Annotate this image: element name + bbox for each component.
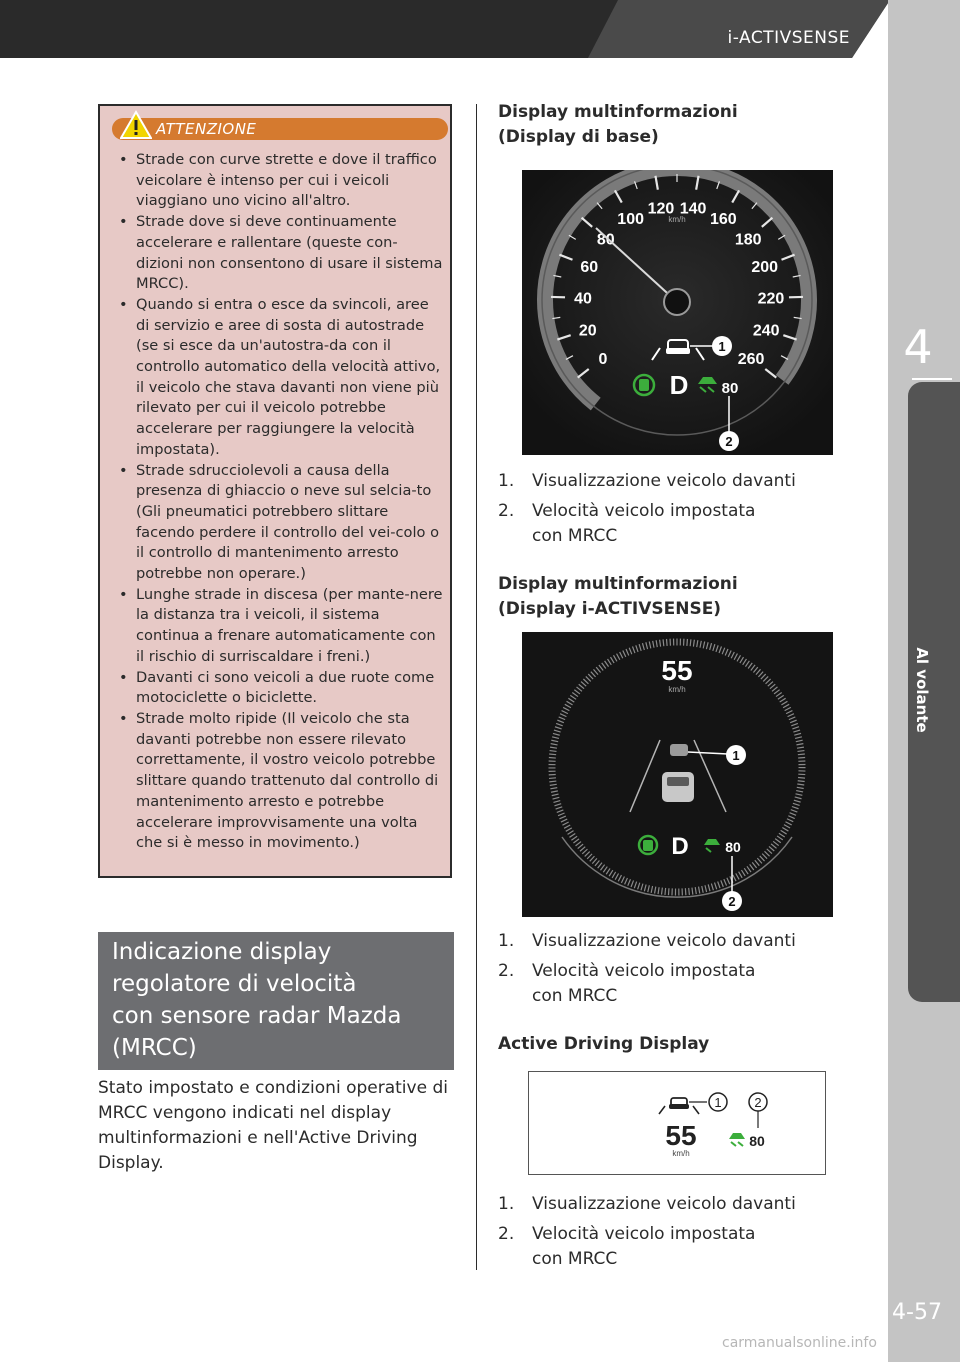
fig3-heading: Active Driving Display [498, 1034, 710, 1054]
callout-1-label: 1 [718, 339, 726, 354]
warning-triangle-icon [120, 110, 152, 140]
watermark: carmanualsonline.info [722, 1335, 877, 1351]
gauge-label: 60 [580, 259, 599, 277]
gauge-label: 200 [751, 259, 779, 277]
gauge-label: 100 [617, 211, 645, 229]
gauge-label: 120 [647, 200, 675, 218]
set-speed-value: 80 [725, 839, 741, 855]
chapter-label: Al volante [913, 647, 931, 733]
activsense-gauge [522, 632, 833, 917]
legend-text: Velocità veicolo impostata [532, 1224, 756, 1244]
vehicle-ahead-icon [670, 744, 688, 756]
gauge-label: 140 [679, 200, 707, 218]
fig2-legend [498, 929, 878, 1009]
warning-list [114, 150, 444, 854]
section-title-line: con sensore radar Mazda [112, 1003, 402, 1029]
gauge-hub [664, 289, 690, 315]
fig3-legend [498, 1192, 878, 1272]
warning-title: ATTENZIONE [156, 120, 257, 138]
list-item: • Quando si entra o esce da svincoli, aree di servizio e aree di sosta di autostrade (se si esce da un'autostra-da con il controllo automatico della velocità attivo, il veicolo che stava davanti non viene più rilevato per cui il veicolo potrebbe accelerare per raggiungere la velocità impostata). [114, 295, 444, 461]
legend-text: Visualizzazione veicolo davanti [532, 931, 796, 951]
fig2-heading-line: (Display i-ACTIVSENSE) [498, 599, 722, 619]
legend-number: 1. [498, 931, 515, 951]
legend-text: con MRCC [532, 526, 618, 546]
current-speed: 55 [665, 1120, 697, 1151]
legend-item [498, 1192, 878, 1217]
section-title-line: (MRCC) [112, 1035, 197, 1061]
list-item: • Strade con curve strette e dove il traffico veicolare è intenso per cui i veicoli viaggiano uno vicino all'altro. [114, 150, 444, 212]
unit-label: km/h [668, 215, 686, 224]
section-title-line: regolatore di velocità [112, 971, 357, 997]
fig2-heading-line: Display multinformazioni [498, 574, 738, 594]
callout-2-label: 2 [754, 1095, 762, 1110]
active-driving-display [529, 1072, 825, 1174]
callout-1-label: 1 [714, 1095, 722, 1110]
side-tab-strip [888, 0, 960, 1362]
callout-2-label: 2 [728, 894, 736, 909]
warning-box [98, 104, 452, 878]
callout-2-label: 2 [725, 434, 733, 449]
legend-text: Visualizzazione veicolo davanti [532, 1194, 796, 1214]
legend-number: 1. [498, 471, 515, 491]
warning-header [112, 118, 448, 140]
intro-paragraph: Stato impostato e condizioni operative di MRCC vengono indicati nel display multinformazioni e nell'Active Driving Display. [98, 1078, 448, 1173]
legend-text: Velocità veicolo impostata [532, 501, 756, 521]
list-item: • Strade sdrucciolevoli a causa della presenza di ghiaccio o neve sul selcia-to (Gli pneumatici potrebbero slittare facendo perdere il controllo del vei-colo o il controllo di mantenimento arresto potrebbe non operare.) [114, 461, 444, 585]
gear-indicator: D [671, 833, 689, 860]
activsense-display-figure [522, 632, 833, 917]
unit-label: km/h [668, 685, 686, 694]
list-item: • Strade dove si deve continuamente accelerare e rallentare (queste con-dizioni non consentono di usare il sistema MRCC). [114, 212, 444, 295]
legend-text: con MRCC [532, 1249, 618, 1269]
gauge-label: 80 [596, 231, 615, 249]
gauge-label: 220 [757, 290, 785, 308]
speedometer-gauge [522, 170, 833, 455]
section-title-line: Indicazione display [112, 939, 332, 965]
set-speed-car-icon [729, 1133, 745, 1146]
legend-number: 2. [498, 501, 515, 521]
page-header [0, 0, 960, 58]
active-driving-display-figure [528, 1071, 826, 1175]
gauge-label: 0 [598, 350, 608, 368]
gauge-label: 20 [578, 322, 597, 340]
set-speed-value: 80 [721, 380, 739, 397]
legend-item [498, 469, 878, 494]
fig2-heading [498, 572, 878, 622]
chapter-title: i-ACTIVSENSE [727, 28, 850, 48]
vehicle-ahead-icon [659, 1098, 699, 1114]
gauge-label: 260 [737, 350, 765, 368]
chapter-number: 4 [903, 320, 933, 374]
basic-display-figure [522, 170, 833, 455]
legend-text: con MRCC [532, 986, 618, 1006]
callout-1-label: 1 [732, 748, 740, 763]
gauge-label: 240 [752, 322, 780, 340]
legend-item [498, 929, 878, 954]
section-title [112, 936, 440, 1064]
legend-item [498, 1222, 878, 1272]
section-heading [98, 932, 454, 1070]
gauge-label: 160 [709, 211, 737, 229]
unit-label: km/h [672, 1149, 690, 1158]
legend-text: Visualizzazione veicolo davanti [532, 471, 796, 491]
set-speed-value: 80 [749, 1133, 765, 1149]
legend-item [498, 959, 878, 1009]
legend-number: 2. [498, 1224, 515, 1244]
legend-number: 2. [498, 961, 515, 981]
column-divider [476, 104, 477, 1270]
fig1-legend [498, 469, 878, 549]
legend-text: Velocità veicolo impostata [532, 961, 756, 981]
gear-indicator: D [669, 370, 689, 400]
list-item: • Lunghe strade in discesa (per mante-nere la distanza tra i veicoli, il sistema continua a frenare automaticamente con il rischio di surriscaldare i freni.) [114, 585, 444, 668]
current-speed: 55 [661, 655, 693, 686]
fig1-heading-line: (Display di base) [498, 127, 659, 147]
chapter-divider [912, 378, 952, 380]
list-item: • Davanti ci sono veicoli a due ruote come motociclette o biciclette. [114, 668, 444, 709]
fig1-heading [498, 100, 878, 150]
gauge-label: 180 [734, 231, 762, 249]
page-number: 4-57 [892, 1300, 942, 1325]
fig1-heading-line: Display multinformazioni [498, 102, 738, 122]
gauge-label: 40 [574, 290, 592, 308]
list-item: • Strade molto ripide (Il veicolo che sta davanti potrebbe non essere rilevato correttamente, il vostro veicolo potrebbe slittare quando trattenuto dal controllo di mantenimento arresto e potrebbe accelerare improvvisamente una volta che si è messo in movimento.) [114, 709, 444, 854]
legend-item [498, 499, 878, 549]
legend-number: 1. [498, 1194, 515, 1214]
own-vehicle-icon [662, 772, 694, 802]
